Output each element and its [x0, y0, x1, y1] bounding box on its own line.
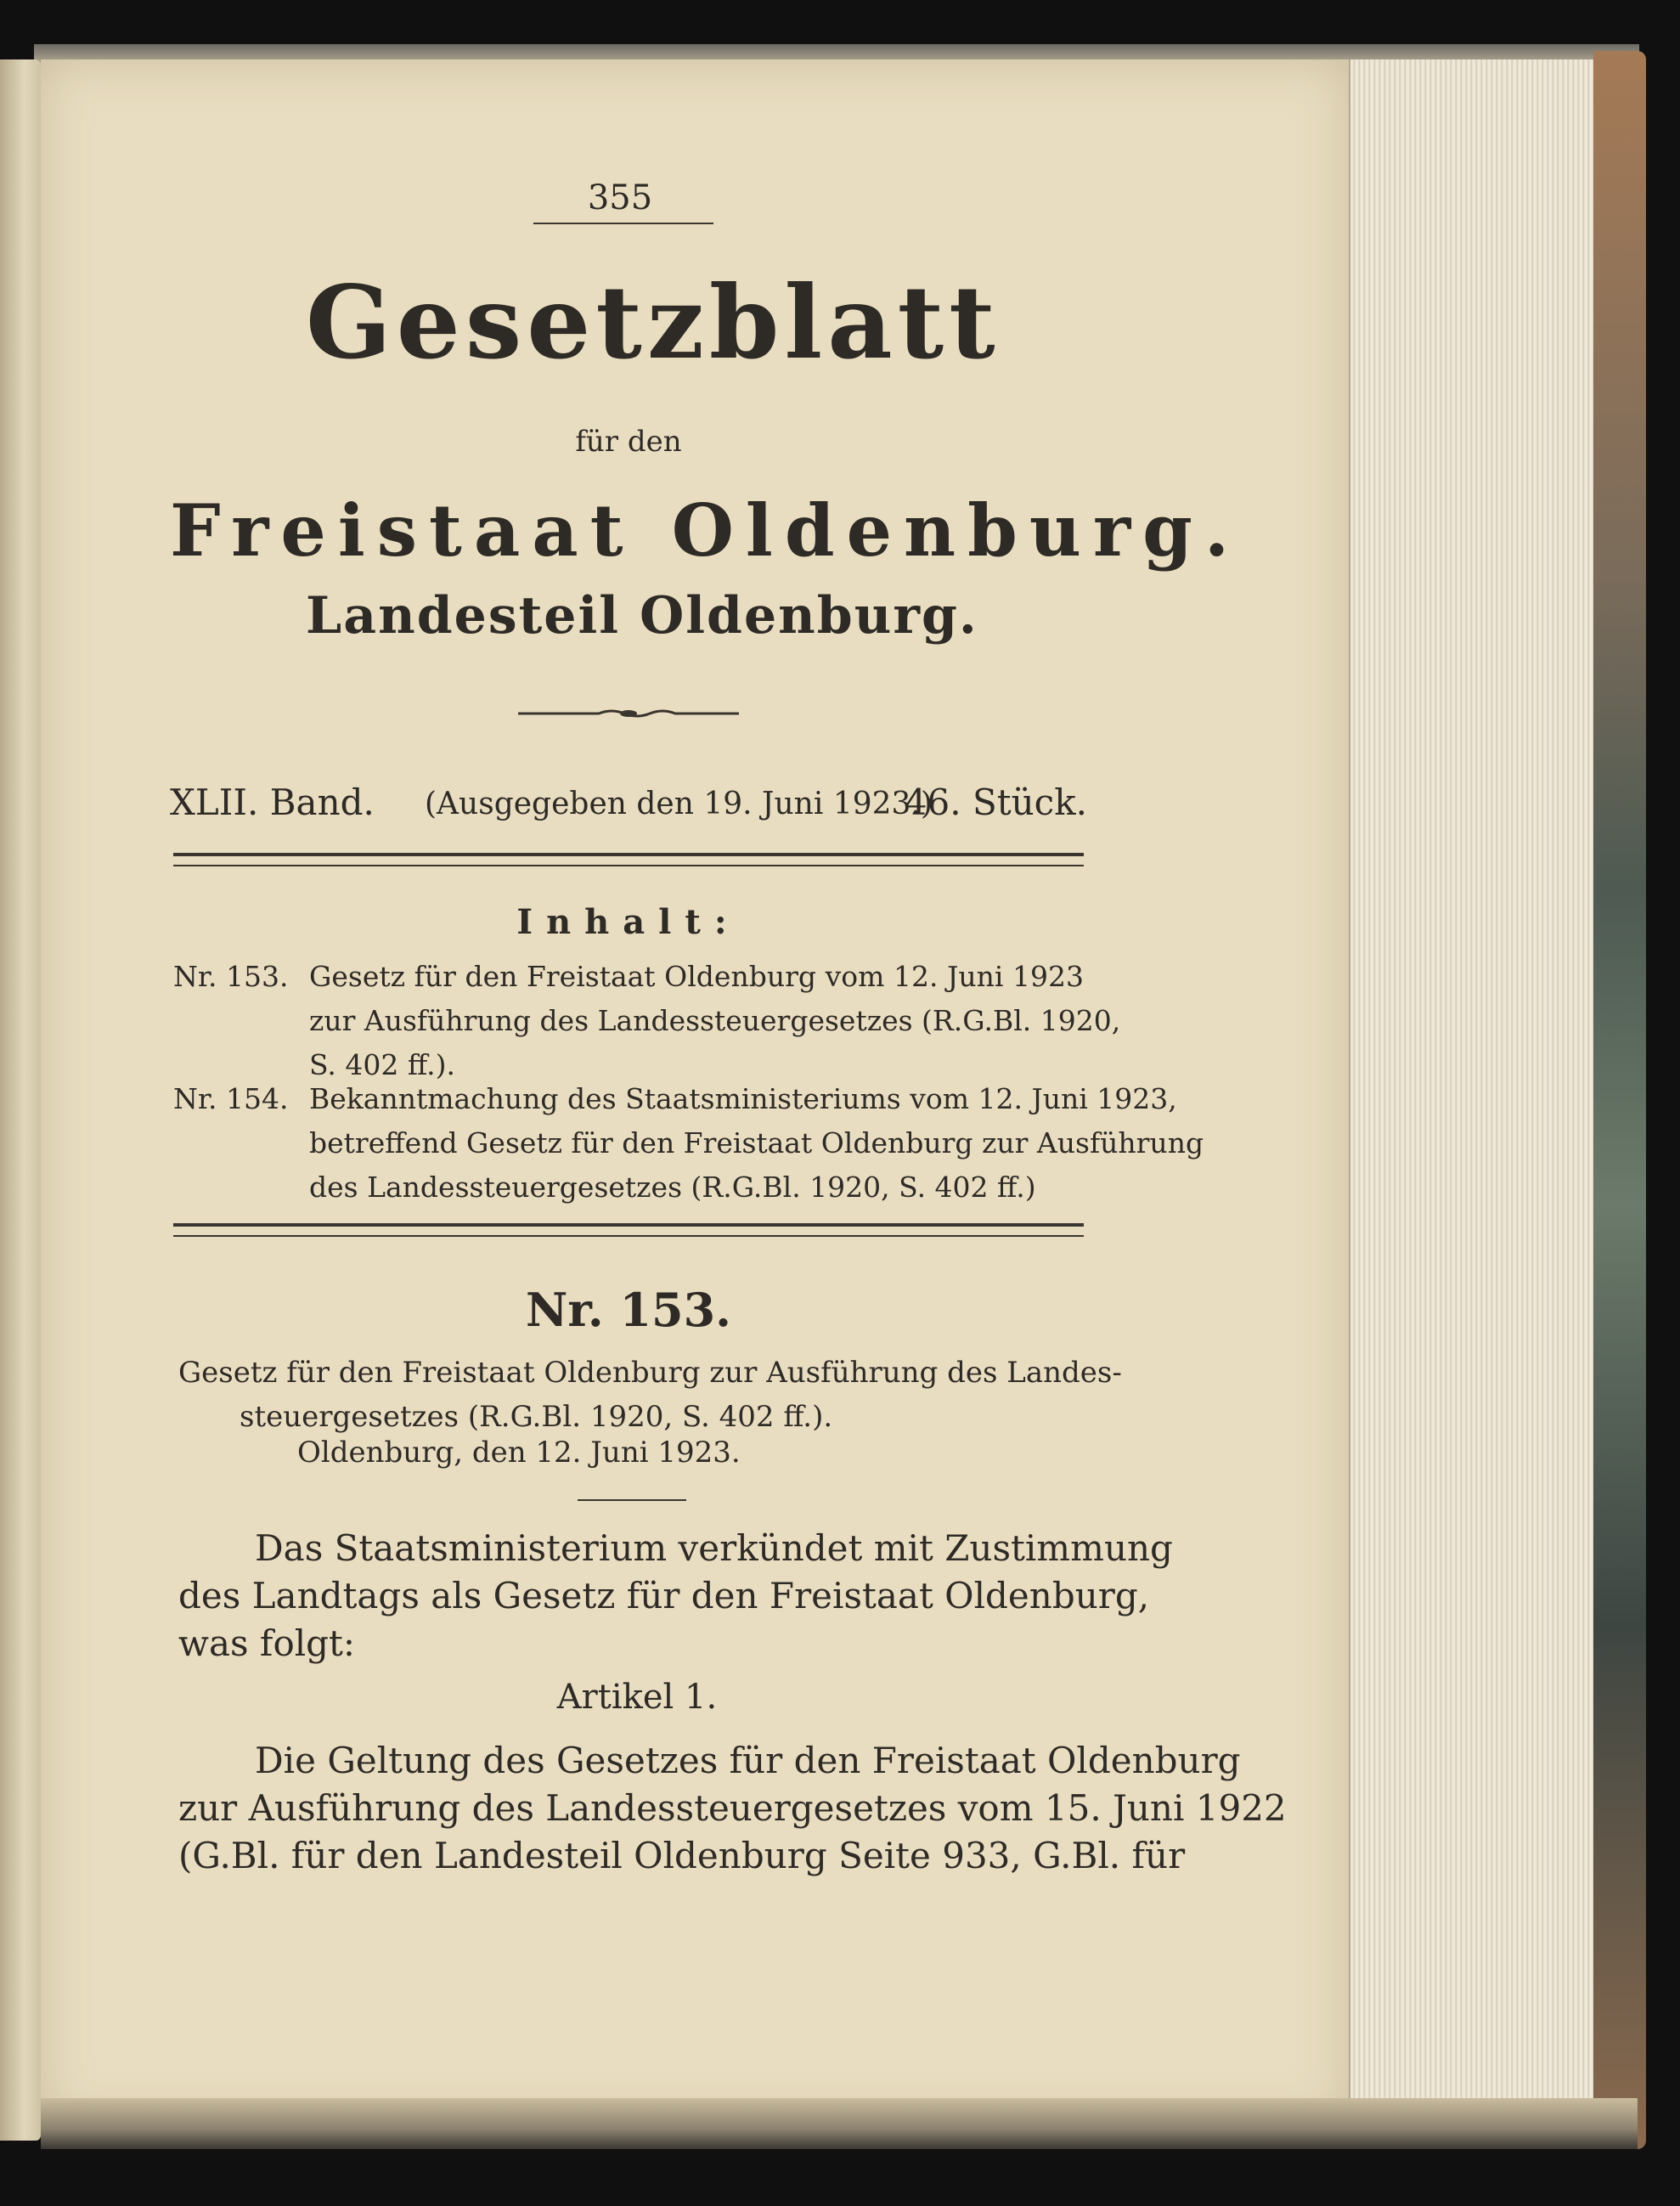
law-title [178, 1351, 1122, 1439]
masthead-state: Freistaat Oldenburg. [170, 488, 1242, 573]
masthead-title: Gesetzblatt [306, 263, 1001, 381]
toc-item-text [309, 955, 1121, 1087]
article-heading: Artikel 1. [556, 1678, 718, 1717]
article-text [178, 1737, 1287, 1880]
contents-heading: Inhalt: [516, 902, 741, 942]
page-stack [1349, 59, 1597, 2098]
toc-line: Gesetz für den Freistaat Oldenburg vom 12. Juni 1923 [309, 960, 1084, 993]
issue-volume: XLII. Band. [170, 781, 375, 823]
preamble-line: was folgt: [178, 1622, 356, 1664]
preamble-line: Das Staatsministerium verkündet mit Zustimmung [255, 1527, 1173, 1569]
toc-line: zur Ausführung des Landessteuergesetzes (R.G.Bl. 1920, [309, 1004, 1121, 1037]
cover-edge [1593, 51, 1646, 2149]
issue-piece: 46. Stück. [904, 781, 1087, 823]
toc-item-text [309, 1077, 1204, 1210]
toc-line: Bekanntmachung des Staatsministeriums vom 12. Juni 1923, [309, 1082, 1177, 1115]
double-rule-bottom [173, 1223, 1084, 1237]
law-heading: Nr. 153. [526, 1283, 731, 1337]
article-line: Die Geltung des Gesetzes für den Freistaat Oldenburg [255, 1740, 1241, 1781]
law-title-line: Gesetz für den Freistaat Oldenburg zur Ausführung des Landes- [178, 1356, 1122, 1390]
masthead-subtitle: für den [575, 425, 682, 459]
masthead-region: Landesteil Oldenburg. [306, 586, 978, 646]
toc-item-number: Nr. 154. [173, 1082, 289, 1115]
toc-item-number: Nr. 153. [173, 960, 289, 993]
toc-line: betreffend Gesetz für den Freistaat Oldenburg zur Ausführung [309, 1126, 1204, 1159]
toc-line: S. 402 ff.). [309, 1048, 456, 1081]
law-title-line: steuergesetzes (R.G.Bl. 1920, S. 402 ff.). [240, 1400, 833, 1434]
page-number: 355 [587, 178, 653, 217]
article-line: (G.Bl. für den Landesteil Oldenburg Seite 933, G.Bl. für [178, 1835, 1186, 1876]
issue-date: (Ausgegeben den 19. Juni 1923.) [425, 787, 933, 821]
preamble-line: des Landtags als Gesetz für den Freistaat Oldenburg, [178, 1575, 1150, 1616]
short-rule [578, 1499, 686, 1501]
law-preamble [178, 1525, 1173, 1667]
page-number-rule [533, 223, 713, 224]
ornament-divider [518, 708, 739, 719]
bottom-binding [41, 2098, 1638, 2149]
left-page-edge [0, 59, 41, 2141]
toc-line: des Landessteuergesetzes (R.G.Bl. 1920, S. 402 ff.) [309, 1171, 1036, 1204]
law-place-date: Oldenburg, den 12. Juni 1923. [297, 1436, 741, 1470]
article-line: zur Ausführung des Landessteuergesetzes vom 15. Juni 1922 [178, 1787, 1287, 1829]
double-rule-top [173, 853, 1084, 866]
